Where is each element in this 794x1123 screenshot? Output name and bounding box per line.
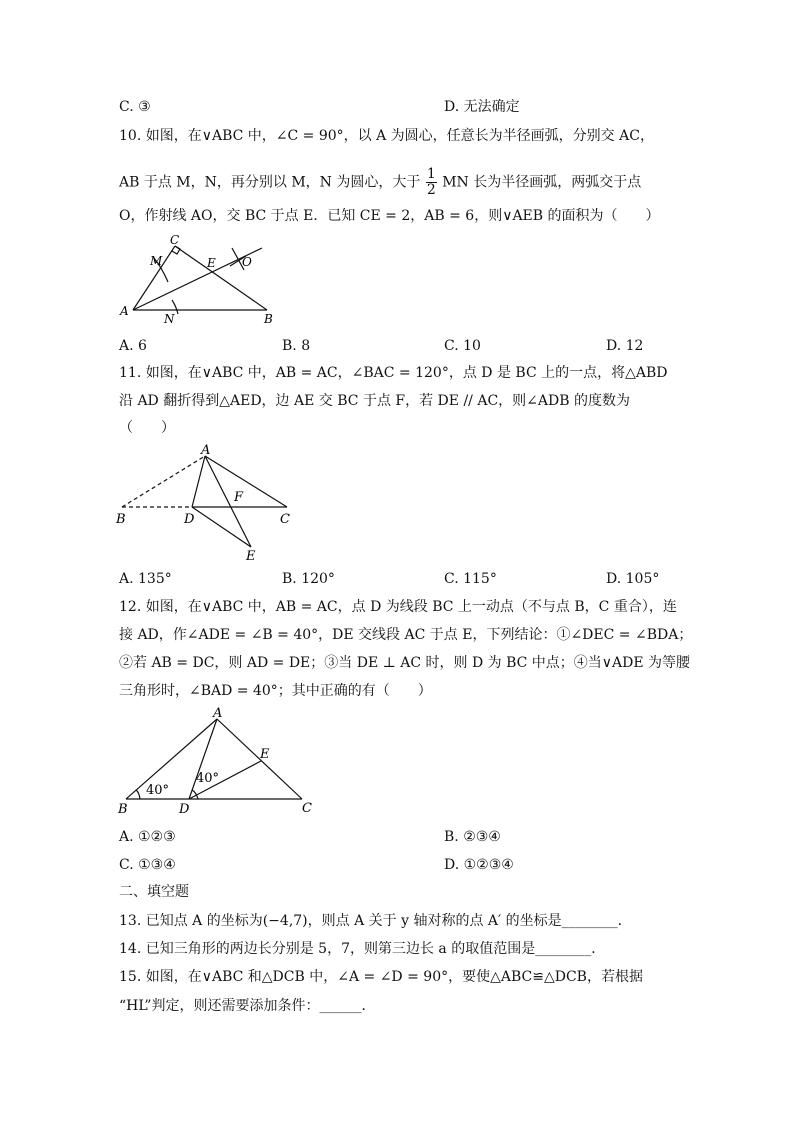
- label-b: B: [264, 312, 273, 326]
- q15-line2: “HL”判定，则还需要添加条件：______．: [119, 998, 376, 1014]
- q9-option-d: D. 无法确定: [444, 99, 520, 115]
- q12-option-c: C. ①③④: [119, 857, 176, 873]
- q11-option-a: A. 135°: [119, 571, 172, 587]
- q12-line4: 三角形时，∠BAD = 40°；其中正确的有（ ）: [119, 683, 432, 699]
- q10-line3: O，作射线 AO，交 BC 于点 E．已知 CE = 2，AB = 6，则∨AEB 的面积为（ ）: [119, 208, 660, 224]
- q11-option-b: B. 120°: [282, 571, 335, 587]
- q10-line2b: MN 长为半径画弧，两弧交于点: [442, 174, 642, 191]
- label-e: E: [207, 256, 216, 270]
- angle-label-b: 40°: [146, 783, 170, 798]
- q12-line1: 12. 如图，在∨ABC 中，AB = AC，点 D 为线段 BC 上一动点（不与点 B，C 重合），连: [119, 599, 677, 615]
- label-a: A: [213, 706, 223, 721]
- side-de: [192, 507, 251, 547]
- label-m: M: [150, 254, 163, 268]
- label-d: D: [179, 802, 190, 817]
- q12-option-b: B. ②③④: [444, 829, 501, 845]
- q12-option-d: D. ①②③④: [444, 857, 514, 873]
- angle-label-d: 40°: [196, 771, 220, 786]
- q12-line3: ②若 AB = DC，则 AD = DE；③当 DE ⊥ AC 时，则 D 为 BC 中点；④当∨ADE 为等腰: [119, 655, 691, 671]
- label-n: N: [164, 312, 175, 326]
- q14-text: 14. 已知三角形的两边长分别是 5，7，则第三边长 a 的取值范围是________．: [119, 941, 606, 957]
- label-a: A: [120, 304, 129, 318]
- label-o: O: [242, 255, 252, 269]
- q10-option-d: D. 12: [606, 338, 644, 354]
- q12-option-a: A. ①②③: [119, 829, 176, 845]
- q10-option-c: C. 10: [444, 338, 481, 354]
- side-ad: [192, 456, 205, 507]
- side-cb: [175, 246, 267, 310]
- q10-option-b: B. 8: [282, 338, 311, 354]
- fraction-denominator: 2: [426, 182, 436, 198]
- section-heading: 二、填空题: [119, 884, 189, 900]
- q12-line2: 接 AD，作∠ADE = ∠B = 40°，DE 交线段 AC 于点 E，下列结论：①∠DEC = ∠BDA；: [119, 627, 693, 643]
- label-e: E: [260, 747, 270, 762]
- label-c: C: [302, 801, 312, 816]
- q11-line2: 沿 AD 翻折得到△AED，边 AE 交 BC 于点 F，若 DE // AC，则∠ADB 的度数为: [119, 393, 630, 409]
- label-b: B: [116, 512, 126, 527]
- q10-figure: [112, 232, 282, 328]
- q10-line2: [119, 167, 641, 198]
- q11-line3: （ ）: [119, 420, 175, 436]
- label-c: C: [170, 233, 180, 247]
- right-angle-mark: [172, 246, 180, 254]
- fraction-numerator: 1: [426, 166, 436, 182]
- q10-line1: 10. 如图，在∨ABC 中，∠C = 90°，以 A 为圆心，任意长为半径画弧，分别交 AC，: [119, 128, 654, 144]
- q10-option-a: A. 6: [119, 338, 147, 354]
- dashed-ab: [122, 456, 205, 507]
- q10-line2a: AB 于点 M，N，再分别以 M，N 为圆心，大于: [119, 174, 421, 191]
- q11-line1: 11. 如图，在∨ABC 中，AB = AC，∠BAC = 120°，点 D 是 BC 上的一点，将△ABD: [119, 365, 668, 381]
- label-e: E: [246, 549, 256, 563]
- q11-option-d: D. 105°: [606, 571, 660, 587]
- q11-option-c: C. 115°: [444, 571, 497, 587]
- q13-text: 13. 已知点 A 的坐标为(−4,7)，则点 A 关于 y 轴对称的点 A′ 的坐标是________．: [119, 913, 632, 929]
- label-c: C: [280, 512, 290, 527]
- q15-line1: 15. 如图，在∨ABC 和△DCB 中，∠A = ∠D = 90°，要使△ABC≌△DCB，若根据: [119, 969, 643, 985]
- label-a: A: [201, 443, 211, 458]
- angle-arc-b: [136, 790, 140, 799]
- fraction: [426, 167, 437, 198]
- q9-option-c: C. ③: [119, 99, 151, 115]
- label-d: D: [184, 512, 195, 527]
- q11-figure: [112, 443, 302, 563]
- q12-figure: [112, 706, 322, 818]
- label-b: B: [118, 802, 128, 817]
- label-f: F: [234, 490, 244, 505]
